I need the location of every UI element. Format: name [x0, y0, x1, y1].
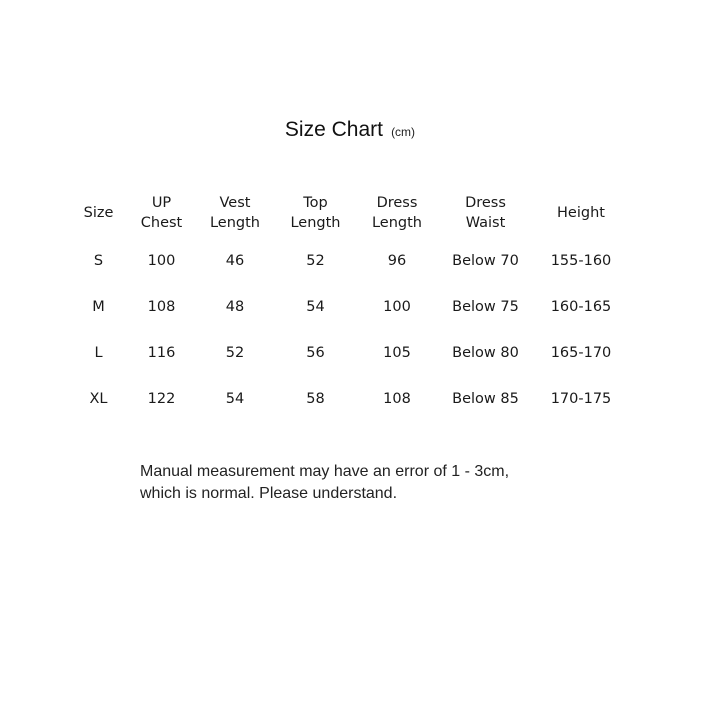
- table-row: [68, 238, 630, 284]
- header-line: Length: [371, 215, 422, 231]
- size-table: [68, 188, 630, 422]
- cell-size: M: [92, 299, 105, 315]
- cell-height: 155-160: [550, 253, 612, 269]
- header-size: [68, 188, 129, 238]
- header-line: UP: [151, 195, 172, 211]
- cell-dress-waist: Below 75: [452, 299, 519, 315]
- cell-vest-length: 54: [225, 391, 245, 407]
- cell-up-chest: 108: [147, 299, 176, 315]
- page-title: Size Chart: [284, 118, 383, 141]
- cell-up-chest: 116: [147, 345, 176, 361]
- cell-dress-length: 108: [383, 391, 411, 407]
- header-vest-length: [194, 188, 276, 238]
- note-line: which is normal. Please understand.: [140, 485, 398, 502]
- cell-height: 170-175: [550, 391, 612, 407]
- cell-size: S: [93, 253, 104, 269]
- header-line: Vest: [219, 195, 251, 211]
- cell-size: XL: [89, 391, 108, 407]
- header-line: Dress: [465, 195, 506, 211]
- header-up-chest: [129, 188, 194, 238]
- cell-dress-length: 100: [383, 299, 411, 315]
- cell-top-length: 52: [306, 253, 325, 269]
- header-line: Chest: [140, 215, 183, 231]
- cell-dress-waist: Below 80: [452, 345, 519, 361]
- cell-top-length: 54: [306, 299, 325, 315]
- header-line: Dress: [376, 195, 418, 211]
- cell-vest-length: 46: [225, 253, 245, 269]
- cell-height: 165-170: [550, 345, 612, 361]
- header-height: [532, 188, 630, 238]
- table-body: [68, 238, 630, 422]
- header-dress-length: [355, 188, 439, 238]
- cell-dress-waist: Below 85: [452, 391, 519, 407]
- cell-vest-length: 48: [225, 299, 245, 315]
- header-line: Size: [83, 205, 114, 221]
- table-row: [68, 284, 630, 330]
- cell-up-chest: 122: [147, 391, 176, 407]
- cell-dress-length: 96: [387, 253, 407, 269]
- cell-up-chest: 100: [147, 253, 176, 269]
- cell-height: 160-165: [550, 299, 612, 315]
- unit-label: (cm): [391, 125, 416, 139]
- cell-dress-length: 105: [383, 345, 411, 361]
- table-header: [68, 188, 630, 238]
- table-row: [68, 376, 630, 422]
- cell-top-length: 56: [306, 345, 325, 361]
- header-line: Length: [209, 215, 260, 231]
- cell-top-length: 58: [306, 391, 325, 407]
- cell-size: L: [94, 345, 103, 361]
- header-line: Waist: [465, 215, 506, 231]
- note-line: Manual measurement may have an error of 1 - 3cm,: [140, 463, 510, 480]
- chart-heading: [0, 118, 700, 142]
- measurement-note: [140, 461, 509, 505]
- cell-vest-length: 52: [225, 345, 245, 361]
- cell-dress-waist: Below 70: [452, 253, 519, 269]
- header-line: Height: [557, 205, 605, 221]
- header-dress-waist: [439, 188, 532, 238]
- header-row: [68, 188, 630, 238]
- header-top-length: [276, 188, 355, 238]
- header-line: Length: [290, 215, 341, 231]
- header-line: Top: [303, 195, 328, 211]
- table-row: [68, 330, 630, 376]
